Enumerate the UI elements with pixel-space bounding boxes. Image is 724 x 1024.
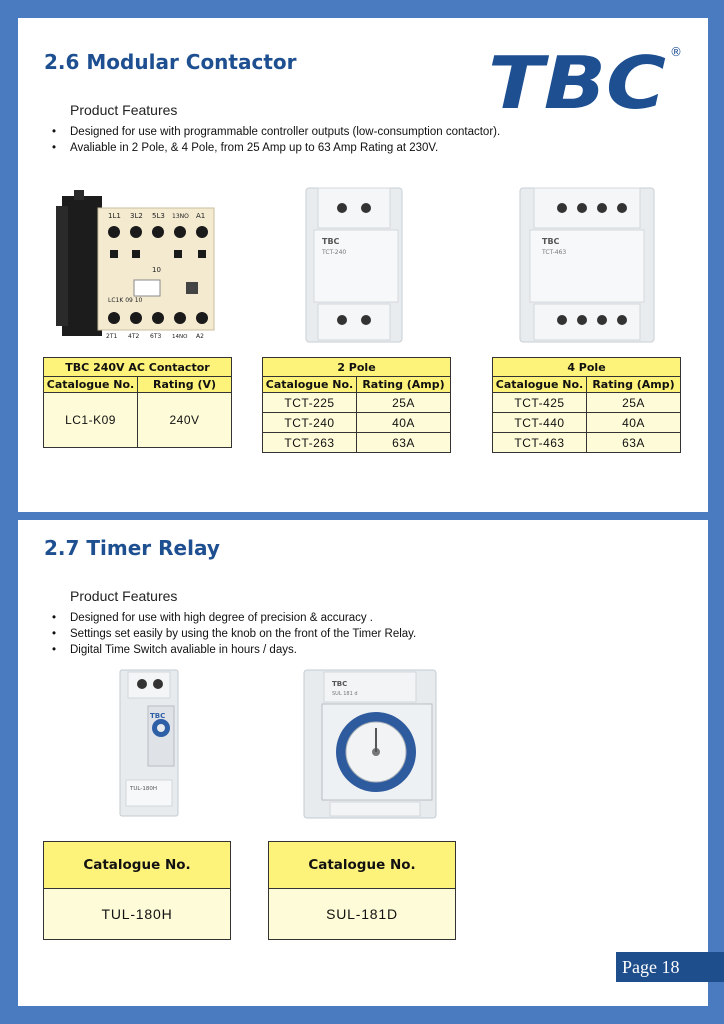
- catalogue-cell: TCT-463: [493, 433, 587, 453]
- feature-bullet: • Designed for use with high degree of precision & accuracy .: [52, 610, 416, 626]
- table-row: [44, 393, 232, 448]
- table-row: [493, 433, 681, 453]
- svg-text:LC1K 09 10: LC1K 09 10: [108, 297, 143, 304]
- registered-mark: ®: [670, 45, 682, 59]
- catalogue-header: Catalogue No.: [269, 842, 455, 889]
- ac-contactor-table: [43, 357, 232, 448]
- catalogue-header: Catalogue No.: [44, 842, 230, 889]
- rating-cell: 63A: [357, 433, 451, 453]
- contactor-feature-list: [52, 124, 500, 156]
- svg-text:TBC: TBC: [332, 680, 348, 688]
- svg-text:A2: A2: [196, 333, 204, 340]
- catalogue-cell: TCT-240: [263, 413, 357, 433]
- four-pole-table: [492, 357, 681, 453]
- catalogue-value: TUL-180H: [44, 889, 230, 939]
- table-row: [493, 413, 681, 433]
- features-label: Product Features: [70, 102, 178, 118]
- four-pole-contactor-image: [518, 186, 658, 351]
- table-title: 2 Pole: [263, 358, 451, 377]
- two-pole-table: [262, 357, 451, 453]
- svg-text:10: 10: [152, 266, 161, 274]
- svg-text:TBC: TBC: [322, 237, 340, 246]
- logo-text: TBC: [488, 44, 667, 114]
- column-header-catalogue: Catalogue No.: [493, 377, 587, 393]
- modular-contactor-panel: [18, 18, 708, 512]
- tbc-logo: [486, 44, 696, 114]
- section-title-timer-relay: 2.7 Timer Relay: [44, 536, 220, 560]
- svg-text:14NO: 14NO: [172, 334, 188, 340]
- catalogue-cell: LC1-K09: [44, 393, 138, 448]
- column-header-catalogue: Catalogue No.: [263, 377, 357, 393]
- rating-cell: 40A: [357, 413, 451, 433]
- catalogue-cell: TCT-440: [493, 413, 587, 433]
- catalogue-cell: TCT-425: [493, 393, 587, 413]
- rating-cell: 25A: [587, 393, 681, 413]
- catalogue-value: SUL-181D: [269, 889, 455, 939]
- feature-bullet: • Avaliable in 2 Pole, & 4 Pole, from 25 Amp up to 63 Amp Rating at 230V.: [52, 140, 500, 156]
- svg-text:5L3: 5L3: [152, 212, 165, 220]
- svg-text:TUL-180H: TUL-180H: [130, 786, 157, 792]
- feature-bullet: • Digital Time Switch avaliable in hours / days.: [52, 642, 416, 658]
- svg-text:2T1: 2T1: [106, 333, 118, 340]
- svg-text:TCT-463: TCT-463: [542, 249, 567, 256]
- svg-text:TBC: TBC: [150, 712, 166, 720]
- ac-contactor-image: [56, 188, 216, 345]
- catalogue-box-tul: [43, 841, 231, 940]
- svg-text:13NO: 13NO: [172, 213, 189, 220]
- table-row: [263, 433, 451, 453]
- svg-text:6T3: 6T3: [150, 333, 162, 340]
- svg-text:SUL 181 d: SUL 181 d: [332, 691, 358, 697]
- table-row: [263, 393, 451, 413]
- features-label: Product Features: [70, 588, 178, 604]
- svg-text:1L1: 1L1: [108, 212, 121, 220]
- rating-cell: 240V: [138, 393, 232, 448]
- timer-relay-panel: [18, 520, 708, 1006]
- timer-relay-tul-image: [110, 668, 188, 823]
- feature-bullet: • Settings set easily by using the knob on the front of the Timer Relay.: [52, 626, 416, 642]
- column-header-rating: Rating (V): [138, 377, 232, 393]
- catalogue-cell: TCT-263: [263, 433, 357, 453]
- svg-text:TBC: TBC: [542, 237, 560, 246]
- table-title: TBC 240V AC Contactor: [44, 358, 232, 377]
- table-row: [263, 413, 451, 433]
- rating-cell: 25A: [357, 393, 451, 413]
- rating-cell: 40A: [587, 413, 681, 433]
- section-title-modular-contactor: 2.6 Modular Contactor: [44, 50, 297, 74]
- rating-cell: 63A: [587, 433, 681, 453]
- feature-bullet: • Designed for use with programmable controller outputs (low-consumption contactor).: [52, 124, 500, 140]
- catalogue-box-sul: [268, 841, 456, 940]
- svg-text:3L2: 3L2: [130, 212, 143, 220]
- page-number: Page 18: [616, 952, 724, 982]
- column-header-rating: Rating (Amp): [587, 377, 681, 393]
- column-header-rating: Rating (Amp): [357, 377, 451, 393]
- table-row: [493, 393, 681, 413]
- timer-feature-list: [52, 610, 416, 658]
- timer-switch-sul-image: [300, 668, 440, 827]
- svg-text:4T2: 4T2: [128, 333, 140, 340]
- svg-text:TCT-240: TCT-240: [322, 249, 347, 256]
- two-pole-contactor-image: [300, 186, 410, 351]
- svg-text:A1: A1: [196, 212, 206, 220]
- table-title: 4 Pole: [493, 358, 681, 377]
- column-header-catalogue: Catalogue No.: [44, 377, 138, 393]
- catalogue-cell: TCT-225: [263, 393, 357, 413]
